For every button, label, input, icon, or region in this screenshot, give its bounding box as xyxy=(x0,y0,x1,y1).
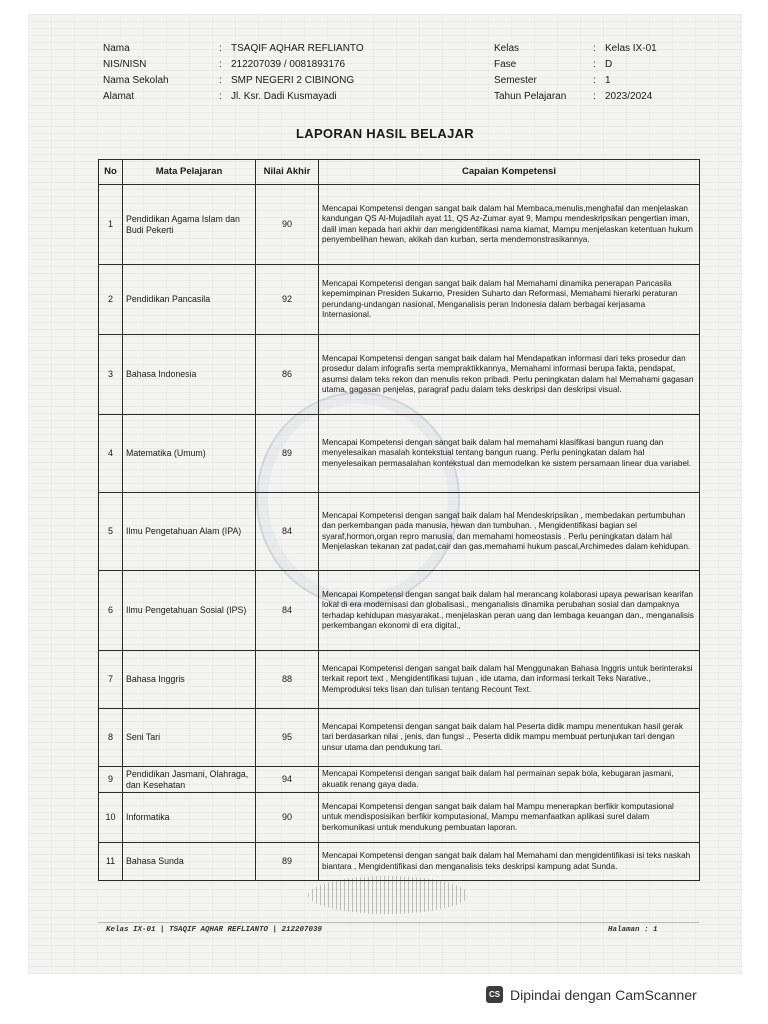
row-no: 7 xyxy=(99,651,123,709)
row-competence: Mencapai Kompetensi dengan sangat baik dalam hal memahami klasifikasi bangun ruang dan menyelesaikan masalah kontekstual tentang bangun ruang. Perlu peningkatan dalam hal menyelesaikan permasalahan kontekstual dan memodelkan ke sistem persamaan linear dua variabel. xyxy=(319,415,700,493)
header-subject: Mata Pelajaran xyxy=(123,160,256,185)
table-row xyxy=(99,493,700,571)
row-score: 90 xyxy=(256,185,319,265)
row-subject: Bahasa Inggris xyxy=(123,651,256,709)
row-score: 84 xyxy=(256,493,319,571)
row-score: 94 xyxy=(256,767,319,793)
row-subject: Ilmu Pengetahuan Sosial (IPS) xyxy=(123,571,256,651)
row-subject: Informatika xyxy=(123,793,256,843)
table-row xyxy=(99,709,700,767)
row-subject: Seni Tari xyxy=(123,709,256,767)
row-competence: Mencapai Kompetensi dengan sangat baik dalam hal Membaca,menulis,menghafal dan menjelaskan kandungan QS Al-Mujadilah ayat 11, QS Az-Zumar ayat 9, Mampu mendeskripsikan pengertian iman, dalil iman kepada hari akhir dan mengidentifikasi nama kiamat, Mampu menjelaskan ketentuan hukum penyembelihan hewan, akikah dan kurban, serta mendemonstrasikannya. xyxy=(319,185,700,265)
row-subject: Matematika (Umum) xyxy=(123,415,256,493)
phase-value: D xyxy=(605,59,613,70)
row-no: 4 xyxy=(99,415,123,493)
row-subject: Bahasa Sunda xyxy=(123,843,256,881)
table-row xyxy=(99,843,700,881)
row-no: 8 xyxy=(99,709,123,767)
camscanner-logo-icon: CS xyxy=(486,986,503,1003)
row-no: 9 xyxy=(99,767,123,793)
row-score: 90 xyxy=(256,793,319,843)
address-label: Alamat xyxy=(103,91,135,102)
row-score: 95 xyxy=(256,709,319,767)
row-score: 86 xyxy=(256,335,319,415)
name-value: TSAQIF AQHAR REFLIANTO xyxy=(231,43,364,54)
row-no: 6 xyxy=(99,571,123,651)
table-row xyxy=(99,651,700,709)
student-nis-row: NIS/NISN : 212207039 / 0081893176 xyxy=(103,57,364,73)
nis-value: 212207039 / 0081893176 xyxy=(231,59,346,70)
header-no: No xyxy=(99,160,123,185)
row-competence: Mencapai Kompetensi dengan sangat baik dalam hal permainan sepak bola, kebugaran jasmani, akuatik renang gaya dada. xyxy=(319,767,700,793)
student-info-right xyxy=(494,41,657,105)
row-score: 84 xyxy=(256,571,319,651)
table-header-row xyxy=(99,160,700,185)
row-score: 88 xyxy=(256,651,319,709)
student-info-left xyxy=(103,41,364,105)
phase-label: Fase xyxy=(494,59,517,70)
camscanner-text: Dipindai dengan CamScanner xyxy=(510,986,697,1003)
school-label: Nama Sekolah xyxy=(103,75,169,86)
grades-table xyxy=(98,159,700,881)
nis-label: NIS/NISN xyxy=(103,59,147,70)
table-row xyxy=(99,767,700,793)
semester-label: Semester xyxy=(494,75,537,86)
row-competence: Mencapai Kompetensi dengan sangat baik dalam hal Mendapatkan informasi dari teks prosedur dan prosedur dalam infografis serta mempraktikkannya, Memahami informasi berupa fakta, pendapat, asumsi dalam teks rekon dan menulis rekon pribadi. Perlu peningkatan dalam hal Memahami gagasan utama, gagasan penjelas, paragraf padu dalam teks deskripsi dan deskripsi visual. xyxy=(319,335,700,415)
row-no: 10 xyxy=(99,793,123,843)
row-subject: Pendidikan Jasmani, Olahraga, dan Kesehatan xyxy=(123,767,256,793)
table-row xyxy=(99,415,700,493)
row-subject: Pendidikan Pancasila xyxy=(123,265,256,335)
header-score: Nilai Akhir xyxy=(256,160,319,185)
year-label: Tahun Pelajaran xyxy=(494,91,567,102)
row-no: 3 xyxy=(99,335,123,415)
class-row: Kelas : Kelas IX-01 xyxy=(494,41,657,57)
table-row xyxy=(99,571,700,651)
footer-student-info: Kelas IX-01 | TSAQIF AQHAR REFLIANTO | 212207039 xyxy=(106,926,323,934)
row-competence: Mencapai Kompetensi dengan sangat baik dalam hal Memahami dinamika penerapan Pancasila kepemimpinan Presiden Sukarno, Presiden Suharto dan Reformasi, Memahami hierarki peraturan perundang-undangan nasional, Menganalisis peran Indonesia dalam berbagai kerjasama Internasional. xyxy=(319,265,700,335)
name-label: Nama xyxy=(103,43,130,54)
address-value: Jl. Ksr. Dadi Kusmayadi xyxy=(231,91,337,102)
table-row xyxy=(99,265,700,335)
school-row: Nama Sekolah : SMP NEGERI 2 CIBINONG xyxy=(103,73,364,89)
row-competence: Mencapai Kompetensi dengan sangat baik dalam hal Menggunakan Bahasa Inggris untuk berinteraksi terkait report text , Mengidentifikasi tujuan , ide utama, dan informasi terkait Teks Narative., Memproduksi teks lisan dan tulisan tentang Recount Text. xyxy=(319,651,700,709)
row-subject: Pendidikan Agama Islam dan Budi Pekerti xyxy=(123,185,256,265)
table-row xyxy=(99,185,700,265)
row-subject: Ilmu Pengetahuan Alam (IPA) xyxy=(123,493,256,571)
page-title: LAPORAN HASIL BELAJAR xyxy=(296,126,474,141)
camscanner-watermark xyxy=(486,986,697,1003)
row-competence: Mencapai Kompetensi dengan sangat baik dalam hal Mampu menerapkan berfikir komputasional untuk mendisposisikan berfikir komputasional, Mampu memanfaatkan aplikasi surel dalam berkomunikasi untuk mendukung pembuatan laporan. xyxy=(319,793,700,843)
school-value: SMP NEGERI 2 CIBINONG xyxy=(231,75,355,86)
decorative-ornament xyxy=(308,876,468,914)
semester-value: 1 xyxy=(605,75,611,86)
class-label: Kelas xyxy=(494,43,520,54)
table-row xyxy=(99,793,700,843)
footer-page-number: Halaman : 1 xyxy=(608,926,658,934)
table-row xyxy=(99,335,700,415)
row-score: 89 xyxy=(256,843,319,881)
address-row: Alamat : Jl. Ksr. Dadi Kusmayadi xyxy=(103,89,364,105)
header-competence: Capaian Kompetensi xyxy=(319,160,700,185)
row-no: 1 xyxy=(99,185,123,265)
student-name-row: Nama : TSAQIF AQHAR REFLIANTO xyxy=(103,41,364,57)
row-score: 89 xyxy=(256,415,319,493)
row-no: 2 xyxy=(99,265,123,335)
row-no: 11 xyxy=(99,843,123,881)
row-competence: Mencapai Kompetensi dengan sangat baik dalam hal Memahami dan mengidentifikasi isi teks naskah biantara , Mengidentifikasi dan menganalisis teks deskripsi kampung adat Sunda. xyxy=(319,843,700,881)
phase-row: Fase : D xyxy=(494,57,657,73)
row-score: 92 xyxy=(256,265,319,335)
row-competence: Mencapai Kompetensi dengan sangat baik dalam hal Peserta didik mampu menentukan hasil gerak tari berdasarkan nilai , jenis, dan fungsi ., Peserta didik mampu membuat pertunjukan tari dengan unsur utama dan pendukung tari. xyxy=(319,709,700,767)
row-subject: Bahasa Indonesia xyxy=(123,335,256,415)
year-row: Tahun Pelajaran : 2023/2024 xyxy=(494,89,657,105)
report-page xyxy=(28,14,742,974)
row-competence: Mencapai Kompetensi dengan sangat baik dalam hal Mendeskripsikan , membedakan pertumbuhan dan perkembangan pada manusia, hewan dan tumbuhan. , Mengidentifikasi bagian sel syaraf,hormon,organ repro manusia, dan memahami homeostasis . Perlu peningkatan dalam hal Menjelaskan tekanan zat padat,cair dan gas,memahami hukum pascal,Archimedes dalam kehidupan. xyxy=(319,493,700,571)
row-competence: Mencapai Kompetensi dengan sangat baik dalam hal merancang kolaborasi upaya pewarisan kearifan lokal di era modernisasi dan globalisasi., menganalisis dinamika perubahan sosial dan dampaknya terhadap kehidupan masyarakat., menjelaskan peran uang dan lembaga keuangan dan., menganalisis perkembangan ekonomi di era digital., xyxy=(319,571,700,651)
class-value: Kelas IX-01 xyxy=(605,43,657,54)
year-value: 2023/2024 xyxy=(605,91,653,102)
footer-divider xyxy=(98,922,699,923)
semester-row: Semester : 1 xyxy=(494,73,657,89)
row-no: 5 xyxy=(99,493,123,571)
